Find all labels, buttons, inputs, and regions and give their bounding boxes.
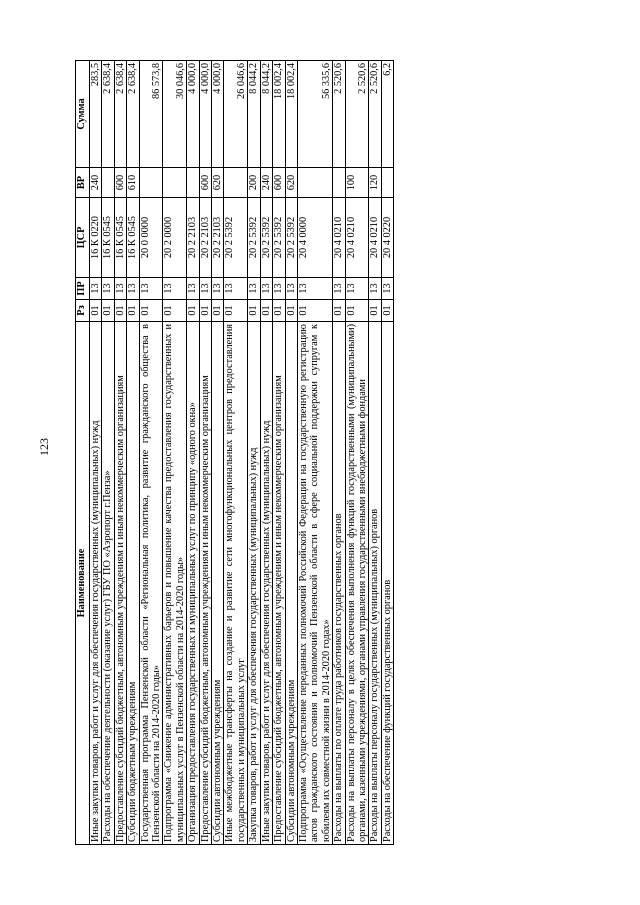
row-vr: 620 [285, 168, 297, 198]
row-pr: 13 [212, 278, 224, 300]
row-pr: 13 [248, 278, 260, 300]
row-vr: 120 [369, 168, 381, 198]
header-rz: Рз [76, 300, 90, 322]
row-rz: 01 [333, 300, 345, 322]
row-csr: 16 К 0545 [127, 198, 139, 278]
table-row [224, 61, 248, 845]
row-rz: 01 [114, 300, 126, 322]
table-row [163, 61, 187, 845]
table-row [260, 61, 272, 845]
row-sum: 2 520,6 [345, 61, 369, 168]
row-sum: 86 573,8 [139, 61, 163, 168]
row-csr: 20 2 5392 [260, 198, 272, 278]
row-vr [297, 168, 332, 198]
header-vr: ВР [76, 168, 90, 198]
row-csr: 20 2 5392 [248, 198, 260, 278]
row-name: Иные закупки товаров, работ и услуг для обеспечения государственных (муниципальных) нужд [90, 322, 102, 845]
row-sum: 6,2 [381, 61, 393, 168]
table-row [127, 61, 139, 845]
row-pr: 13 [199, 278, 211, 300]
row-name: Организация предоставления государственных и муниципальных услуг по принципу «одного окна» [187, 322, 199, 845]
row-rz: 01 [273, 300, 285, 322]
row-vr: 240 [260, 168, 272, 198]
row-pr: 13 [102, 278, 114, 300]
row-pr: 13 [163, 278, 187, 300]
row-csr: 20 2 2103 [212, 198, 224, 278]
row-sum: 2 520,6 [369, 61, 381, 168]
table-row [285, 61, 297, 845]
row-name: Предоставление субсидий бюджетным, автономным учреждениям и иным некоммерческим организациям [114, 322, 126, 845]
row-vr: 600 [273, 168, 285, 198]
row-name: Иные межбюджетные трансферты на создание и развитие сети многофункциональных центров предоставления государственных и муниципальных услуг [224, 322, 248, 845]
row-name: Предоставление субсидий бюджетным, автономным учреждениям и иным некоммерческим организациям [273, 322, 285, 845]
budget-table-container [75, 61, 564, 845]
row-sum: 283,5 [90, 61, 102, 168]
row-name: Субсидии автономным учреждениям [212, 322, 224, 845]
row-rz: 01 [90, 300, 102, 322]
row-rz: 01 [187, 300, 199, 322]
row-pr: 13 [187, 278, 199, 300]
row-rz: 01 [248, 300, 260, 322]
table-row [199, 61, 211, 845]
row-csr: 16 К 0545 [102, 198, 114, 278]
row-rz: 01 [199, 300, 211, 322]
row-vr [333, 168, 345, 198]
row-pr: 13 [381, 278, 393, 300]
table-row [212, 61, 224, 845]
row-name: Субсидии бюджетным учреждениям [127, 322, 139, 845]
row-rz: 01 [260, 300, 272, 322]
row-sum: 30 046,6 [163, 61, 187, 168]
row-pr: 13 [114, 278, 126, 300]
row-vr [381, 168, 393, 198]
row-rz: 01 [381, 300, 393, 322]
row-csr: 20 4 0210 [333, 198, 345, 278]
row-sum: 8 044,2 [248, 61, 260, 168]
table-header-row [76, 61, 90, 845]
header-csr: ЦСР [76, 198, 90, 278]
row-csr: 20 2 2103 [199, 198, 211, 278]
table-row [345, 61, 369, 845]
row-vr: 620 [212, 168, 224, 198]
row-rz: 01 [212, 300, 224, 322]
row-csr: 20 0 0000 [139, 198, 163, 278]
row-name: Расходы на обеспечение функций государственных органов [381, 322, 393, 845]
row-vr: 600 [199, 168, 211, 198]
row-csr: 20 4 0220 [381, 198, 393, 278]
row-sum: 4 000,0 [187, 61, 199, 168]
row-name: Закупка товаров, работ и услуг для обеспечения государственных (муниципальных) нужд [248, 322, 260, 845]
row-vr: 610 [127, 168, 139, 198]
table-row [333, 61, 345, 845]
row-name: Расходы на обеспечение деятельности (оказание услуг) ГБУ ПО «Аэропорт г.Пенза» [102, 322, 114, 845]
row-vr: 240 [90, 168, 102, 198]
table-row [297, 61, 332, 845]
row-sum: 4 000,0 [199, 61, 211, 168]
row-sum: 2 638,4 [127, 61, 139, 168]
row-vr: 100 [345, 168, 369, 198]
row-pr: 13 [333, 278, 345, 300]
row-vr [163, 168, 187, 198]
header-pr: ПР [76, 278, 90, 300]
row-name: Иные закупки товаров, работ и услуг для обеспечения государственных (муниципальных) нужд [260, 322, 272, 845]
row-sum: 26 046,6 [224, 61, 248, 168]
row-csr: 20 2 5392 [273, 198, 285, 278]
table-row [114, 61, 126, 845]
row-rz: 01 [163, 300, 187, 322]
page-number: 123 [37, 438, 51, 456]
row-rz: 01 [224, 300, 248, 322]
table-row [248, 61, 260, 845]
table-row [139, 61, 163, 845]
table-row [90, 61, 102, 845]
row-vr [139, 168, 163, 198]
row-sum: 18 002,4 [285, 61, 297, 168]
table-row [381, 61, 393, 845]
row-pr: 13 [345, 278, 369, 300]
row-sum: 2 520,6 [333, 61, 345, 168]
row-rz: 01 [127, 300, 139, 322]
row-rz: 01 [369, 300, 381, 322]
row-name: Предоставление субсидий бюджетным, автономным учреждениям и иным некоммерческим организациям [199, 322, 211, 845]
row-pr: 13 [273, 278, 285, 300]
row-vr [224, 168, 248, 198]
row-vr [187, 168, 199, 198]
row-vr: 200 [248, 168, 260, 198]
row-csr: 20 2 5392 [285, 198, 297, 278]
row-csr: 20 2 2103 [187, 198, 199, 278]
table-row [187, 61, 199, 845]
row-sum: 2 638,4 [114, 61, 126, 168]
table-row [273, 61, 285, 845]
row-sum: 56 335,6 [297, 61, 332, 168]
row-pr: 13 [285, 278, 297, 300]
row-name: Расходы на выплаты персоналу в целях обеспечения выполнения функций государственными (муниципальными) органами, казенными учреждениями, органами управления государственными внебюджетными фондами [345, 322, 369, 845]
row-name: Государственная программа Пензенской области «Региональная политика, развитие гражданского общества в Пензенской области на 2014-2020 годы» [139, 322, 163, 845]
table-row [369, 61, 381, 845]
row-csr: 16 К 0545 [114, 198, 126, 278]
row-rz: 01 [139, 300, 163, 322]
row-csr: 20 2 0000 [163, 198, 187, 278]
row-sum: 18 002,4 [273, 61, 285, 168]
row-pr: 13 [90, 278, 102, 300]
row-pr: 13 [224, 278, 248, 300]
row-csr: 16 К 0220 [90, 198, 102, 278]
row-rz: 01 [102, 300, 114, 322]
row-name: Подпрограмма «Снижение административных барьеров и повышение качества предоставления государственных и муниципальных услуг в Пензенской области на 2014-2020 годы» [163, 322, 187, 845]
row-name: Расходы на выплаты персоналу государственных (муниципальных) органов [369, 322, 381, 845]
row-pr: 13 [139, 278, 163, 300]
row-sum: 2 638,4 [102, 61, 114, 168]
row-sum: 8 044,2 [260, 61, 272, 168]
row-pr: 13 [260, 278, 272, 300]
row-csr: 20 4 0000 [297, 198, 332, 278]
row-name: Подпрограмма «Осуществление переданных полномочий Российской Федерации на государственную регистрацию актов гражданского состояния и полномочий Пензенской области в сфере социальной поддержки супругам к юбилеям их совместной жизни в 2014-2020 годах» [297, 322, 332, 845]
row-vr: 600 [114, 168, 126, 198]
row-pr: 13 [127, 278, 139, 300]
header-name: Наименование [76, 322, 90, 845]
row-csr: 20 2 5392 [224, 198, 248, 278]
row-rz: 01 [297, 300, 332, 322]
row-pr: 13 [369, 278, 381, 300]
row-sum: 4 000,0 [212, 61, 224, 168]
row-rz: 01 [285, 300, 297, 322]
table-row [102, 61, 114, 845]
header-sum: Сумма [76, 61, 90, 168]
row-name: Расходы на выплаты по оплате труда работников государственных органов [333, 322, 345, 845]
row-csr: 20 4 0210 [369, 198, 381, 278]
row-rz: 01 [345, 300, 369, 322]
budget-table [75, 60, 394, 845]
row-csr: 20 4 0210 [345, 198, 369, 278]
row-vr [102, 168, 114, 198]
row-name: Субсидии автономным учреждениям [285, 322, 297, 845]
row-pr: 13 [297, 278, 332, 300]
